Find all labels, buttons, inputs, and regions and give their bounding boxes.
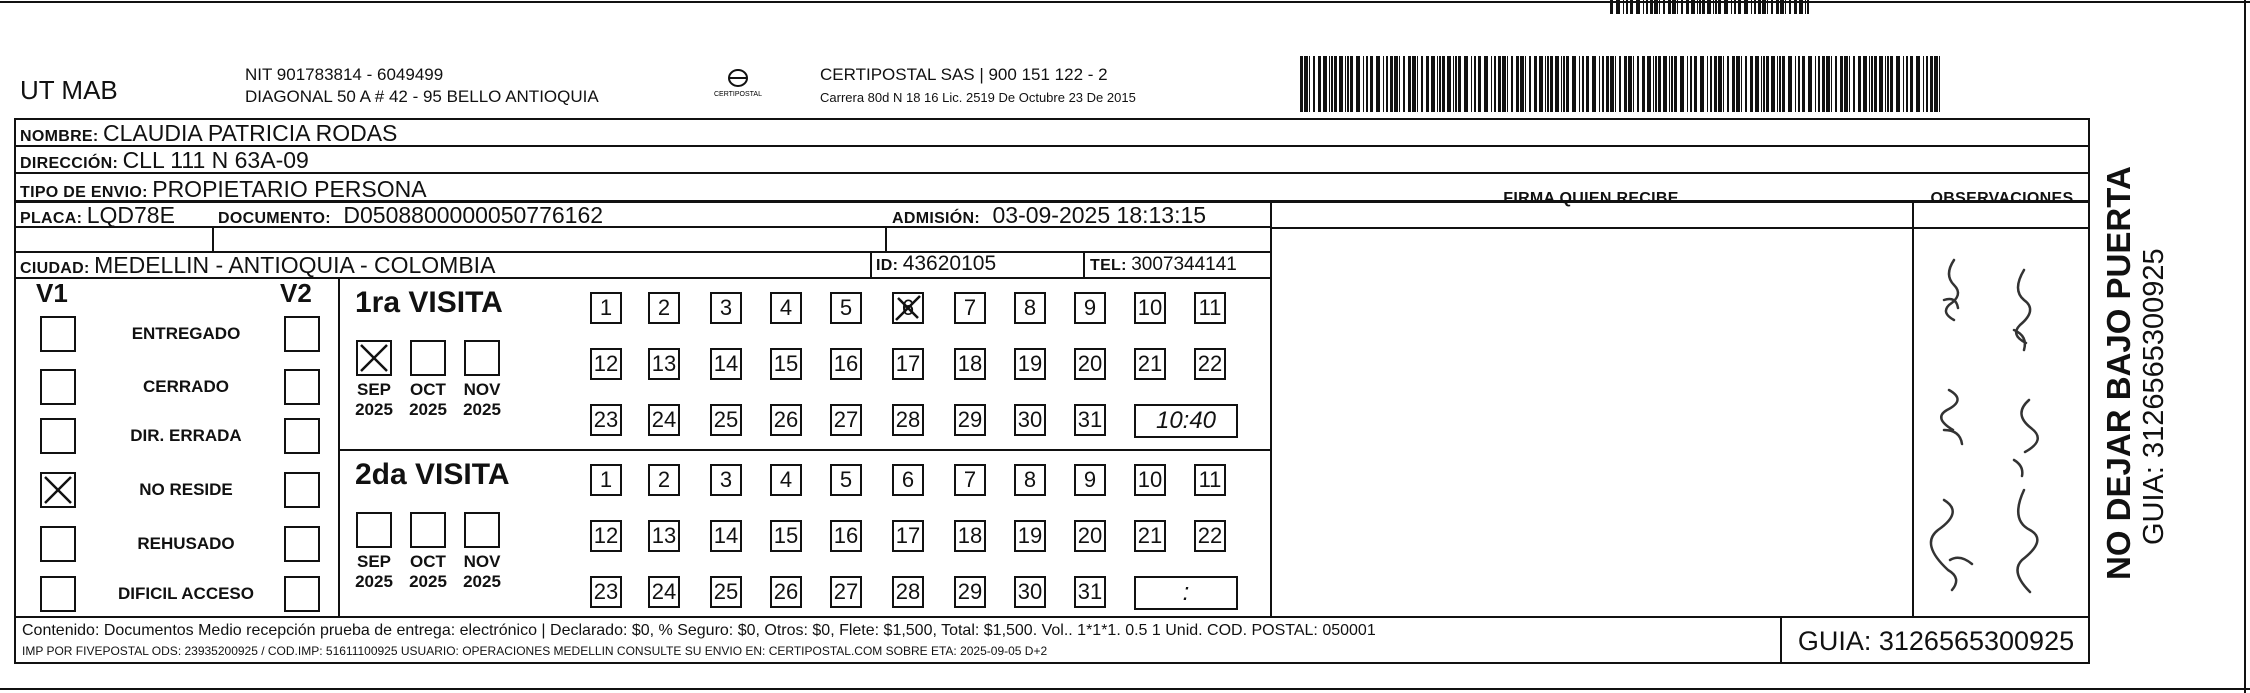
day-box[interactable]: 5 — [830, 292, 862, 324]
svg-text:CERTIPOSTAL: CERTIPOSTAL — [714, 91, 762, 98]
day-box[interactable]: 6 — [892, 292, 924, 324]
v2-checkbox[interactable] — [284, 576, 320, 612]
month-checkbox[interactable] — [464, 512, 500, 548]
v2-checkbox[interactable] — [284, 526, 320, 562]
admission-label: ADMISIÓN: — [892, 210, 981, 227]
address-label: DIRECCIÓN: — [20, 155, 119, 172]
no-dejar-warning: NO DEJAR BAJO PUERTA — [2100, 166, 2137, 580]
v1-checkbox[interactable] — [40, 316, 76, 352]
day-box[interactable]: 18 — [954, 520, 986, 552]
day-box[interactable]: 23 — [590, 576, 622, 608]
company-address: DIAGONAL 50 A # 42 - 95 BELLO ANTIOQUIA — [245, 87, 599, 106]
status-label: ENTREGADO — [131, 324, 241, 343]
month-year: 2025 — [409, 572, 447, 591]
month-year: 2025 — [463, 572, 501, 591]
plate-value: LQD78E — [86, 202, 175, 228]
document-label: DOCUMENTO: — [218, 210, 331, 227]
day-box[interactable]: 12 — [590, 520, 622, 552]
month-checkbox[interactable] — [356, 512, 392, 548]
day-box[interactable]: 26 — [770, 576, 802, 608]
day-box[interactable]: 11 — [1194, 464, 1226, 496]
name-value: CLAUDIA PATRICIA RODAS — [103, 120, 398, 146]
day-box[interactable]: 26 — [770, 404, 802, 436]
status-label: DIR. ERRADA — [130, 426, 242, 445]
status-label: REHUSADO — [137, 534, 235, 553]
right-border — [2244, 0, 2246, 693]
name-label: NOMBRE: — [20, 128, 99, 145]
day-box[interactable]: 19 — [1014, 348, 1046, 380]
city-field — [20, 252, 495, 279]
day-box[interactable]: 24 — [648, 576, 680, 608]
id-value: 43620105 — [902, 252, 997, 275]
certipostal-logo — [710, 66, 766, 106]
month-label — [348, 552, 400, 592]
barcode — [1300, 56, 1940, 112]
day-box[interactable]: 1 — [590, 292, 622, 324]
day-box[interactable]: 28 — [892, 576, 924, 608]
plate-field — [20, 202, 175, 229]
day-box[interactable]: 7 — [954, 464, 986, 496]
day-box[interactable]: 21 — [1134, 348, 1166, 380]
day-box[interactable]: 10 — [1134, 464, 1166, 496]
visit-title: 2da VISITA — [355, 458, 510, 491]
day-box[interactable]: 22 — [1194, 520, 1226, 552]
status-label: DIFICIL ACCESO — [117, 584, 254, 603]
day-box[interactable]: 7 — [954, 292, 986, 324]
plate-label: PLACA: — [20, 210, 83, 227]
observations-handwriting — [1914, 230, 2090, 614]
status-label: NO RESIDE — [139, 480, 233, 499]
carrier-address: Carrera 80d N 18 16 Lic. 2519 De Octubre 23 De 2015 — [820, 90, 1136, 105]
v1-checkbox[interactable] — [40, 418, 76, 454]
day-box[interactable]: 8 — [1014, 292, 1046, 324]
day-box[interactable]: 6 — [892, 464, 924, 496]
signature-label: FIRMA QUIEN RECIBE — [1503, 190, 1679, 207]
day-box[interactable]: 16 — [830, 520, 862, 552]
day-box[interactable]: 19 — [1014, 520, 1046, 552]
day-box[interactable]: 27 — [830, 404, 862, 436]
v2-checkbox[interactable] — [284, 418, 320, 454]
v2-checkbox[interactable] — [284, 472, 320, 508]
month-label — [456, 552, 508, 592]
month-year: 2025 — [355, 400, 393, 419]
send-type-row — [20, 176, 427, 203]
day-box[interactable]: 16 — [830, 348, 862, 380]
day-box[interactable]: 17 — [892, 520, 924, 552]
status-label: CERRADO — [143, 377, 229, 396]
tel-field — [1090, 254, 1237, 276]
city-value: MEDELLIN - ANTIOQUIA - COLOMBIA — [94, 252, 496, 278]
day-box[interactable]: 30 — [1014, 576, 1046, 608]
month-checkbox[interactable] — [464, 340, 500, 376]
v1-checkbox[interactable] — [40, 526, 76, 562]
carrier-name: CERTIPOSTAL SAS | 900 151 122 - 2 — [820, 65, 1108, 84]
footer-guia: GUIA: 3126565300925 — [1797, 626, 2075, 656]
day-box[interactable]: 3 — [710, 464, 742, 496]
day-box[interactable]: 12 — [590, 348, 622, 380]
day-box[interactable]: 31 — [1074, 404, 1106, 436]
day-box[interactable]: 18 — [954, 348, 986, 380]
day-box[interactable]: 20 — [1074, 348, 1106, 380]
v1-checkbox[interactable] — [40, 472, 76, 508]
day-box[interactable]: 14 — [710, 348, 742, 380]
day-box[interactable]: 20 — [1074, 520, 1106, 552]
tel-label: TEL: — [1090, 257, 1127, 274]
month-label — [456, 380, 508, 420]
day-box[interactable]: 11 — [1194, 292, 1226, 324]
address-row — [20, 147, 309, 174]
admission-value: 03-09-2025 18:13:15 — [992, 202, 1207, 228]
day-box[interactable]: 31 — [1074, 576, 1106, 608]
city-label: CIUDAD: — [20, 260, 90, 277]
day-box[interactable]: 10 — [1134, 292, 1166, 324]
month-name: SEP — [356, 552, 392, 571]
contents-line: Contenido: Documentos Medio recepción prueba de entrega: electrónico | Declarado: $0, % Seguro: $0, Otros: $0, Flete: $1,500, Total: $1,500. Vol.. 1*1*1. 0.5 1 Unid. COD. POSTAL: 050001 — [22, 622, 1376, 639]
nit: NIT 901783814 - 6049499 — [245, 65, 444, 84]
day-box[interactable]: 15 — [770, 520, 802, 552]
day-box[interactable]: 2 — [648, 464, 680, 496]
v2-label: V2 — [280, 278, 312, 308]
month-checkbox[interactable] — [410, 512, 446, 548]
v1-checkbox[interactable] — [40, 369, 76, 405]
day-box[interactable]: 3 — [710, 292, 742, 324]
day-box[interactable]: 29 — [954, 576, 986, 608]
day-box[interactable]: 23 — [590, 404, 622, 436]
day-box[interactable]: 2 — [648, 292, 680, 324]
document-value: D0508800000050776162 — [343, 202, 604, 228]
v1-label: V1 — [36, 278, 68, 308]
top-border — [0, 1, 2250, 3]
visit-time-field[interactable]: : — [1134, 576, 1238, 610]
v2-checkbox[interactable] — [284, 369, 320, 405]
day-box[interactable]: 25 — [710, 576, 742, 608]
month-name: NOV — [463, 552, 501, 571]
admission-field — [892, 202, 1206, 229]
day-box[interactable]: 8 — [1014, 464, 1046, 496]
day-box[interactable]: 29 — [954, 404, 986, 436]
day-box[interactable]: 9 — [1074, 464, 1106, 496]
month-label — [402, 380, 454, 420]
day-box[interactable]: 5 — [830, 464, 862, 496]
day-box[interactable]: 17 — [892, 348, 924, 380]
month-name: NOV — [463, 380, 501, 399]
day-box[interactable]: 30 — [1014, 404, 1046, 436]
month-year: 2025 — [409, 400, 447, 419]
company-name: UT MAB — [20, 75, 118, 105]
document-field — [218, 202, 603, 229]
name-row — [20, 120, 397, 147]
visit-title: 1ra VISITA — [355, 286, 503, 319]
id-label: ID: — [876, 257, 899, 274]
day-box[interactable]: 4 — [770, 464, 802, 496]
month-label — [348, 380, 400, 420]
day-box[interactable]: 25 — [710, 404, 742, 436]
day-box[interactable]: 22 — [1194, 348, 1226, 380]
bottom-border — [0, 688, 2250, 690]
day-box[interactable]: 14 — [710, 520, 742, 552]
top-barcode-remnant — [1610, 0, 1810, 14]
day-box[interactable]: 1 — [590, 464, 622, 496]
send-type-label: TIPO DE ENVIO: — [20, 184, 148, 201]
observations-label: OBSERVACIONES — [1930, 190, 2074, 207]
month-label — [402, 552, 454, 592]
side-guia: GUIA: 3126565300925 — [2138, 248, 2170, 545]
month-name: SEP — [356, 380, 392, 399]
v2-checkbox[interactable] — [284, 316, 320, 352]
day-box[interactable]: 27 — [830, 576, 862, 608]
imp-line: IMP POR FIVEPOSTAL ODS: 23935200925 / COD.IMP: 51611100925 USUARIO: OPERACIONES MEDELLIN CONSULTE SU ENVIO EN: CERTIPOSTAL.COM SOBRE ETA: 2025-09-05 D+2 — [22, 644, 1048, 658]
day-box[interactable]: 4 — [770, 292, 802, 324]
day-box[interactable]: 9 — [1074, 292, 1106, 324]
visit-time-field[interactable]: 10:40 — [1134, 404, 1238, 438]
send-type-value: PROPIETARIO PERSONA — [152, 176, 427, 202]
id-field — [876, 252, 996, 276]
month-year: 2025 — [355, 572, 393, 591]
month-checkbox[interactable] — [410, 340, 446, 376]
day-box[interactable]: 21 — [1134, 520, 1166, 552]
day-box[interactable]: 15 — [770, 348, 802, 380]
tel-value: 3007344141 — [1131, 254, 1237, 275]
month-checkbox[interactable] — [356, 340, 392, 376]
day-box[interactable]: 28 — [892, 404, 924, 436]
day-box[interactable]: 24 — [648, 404, 680, 436]
day-box[interactable]: 13 — [648, 520, 680, 552]
month-name: OCT — [410, 380, 446, 399]
address-value: CLL 111 N 63A-09 — [122, 147, 309, 173]
month-year: 2025 — [463, 400, 501, 419]
month-name: OCT — [410, 552, 446, 571]
day-box[interactable]: 13 — [648, 348, 680, 380]
v1-checkbox[interactable] — [40, 576, 76, 612]
